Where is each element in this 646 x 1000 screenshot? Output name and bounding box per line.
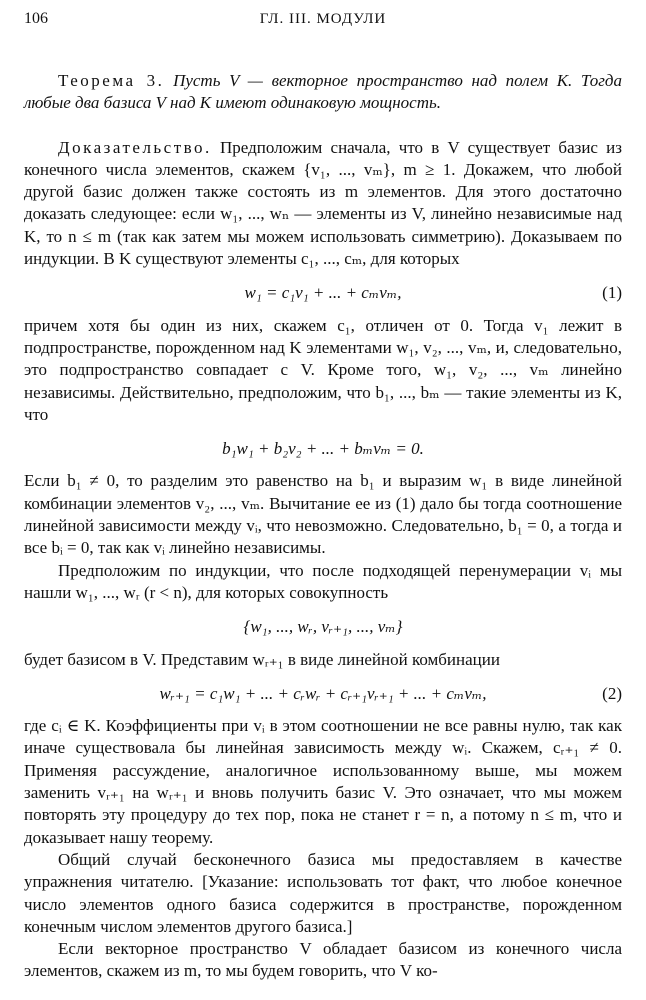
proof-paragraph-8: Если векторное пространство V обладает базисом из конечного числа элементов, скажем из m, то мы будем говорить, что V ко-	[24, 939, 622, 981]
proof-paragraph-2: причем хотя бы один из них, скажем c₁, отличен от 0. Тогда v₁ лежит в подпространстве, порожденном над K элементами w₁, v₂, ..., vₘ, и, следовательно, это подпространство совпадает с V. Кроме того, w₁, v₂, ..., vₘ линейно независимы. Действительно, предположим, что b₁, ..., bₘ — такие элементы из K, что	[24, 315, 622, 424]
equation-3-body: {w₁, ..., wᵣ, vᵣ₊₁, ..., vₘ}	[243, 617, 403, 637]
theorem-paragraph	[24, 70, 622, 115]
equation-4-body: wᵣ₊₁ = c₁w₁ + ... + cᵣwᵣ + cᵣ₊₁vᵣ₊₁ + ... + cₘvₘ,	[159, 683, 487, 703]
equation-4-number: (2)	[602, 683, 622, 703]
theorem-statement: Пусть V — векторное пространство над полем K. Тогда любые два базиса V над K имеют одинаковую мощность.	[24, 71, 623, 113]
proof-paragraph-3: Если b₁ ≠ 0, то разделим это равенство на b₁ и выразим w₁ в виде линейной комбинации элементов v₂, ..., vₘ. Вычитание ее из (1) дало бы тогда соотношение линейной зависимости между vᵢ, что невозможно. Следовательно, b₁ = 0, а тогда и все bᵢ = 0, так как vᵢ линейно независимы.	[24, 471, 622, 558]
equation-1-number: (1)	[602, 283, 622, 303]
equation-2	[24, 438, 622, 460]
proof-label: Доказательство.	[58, 137, 212, 157]
theorem-label: Теорема 3.	[58, 71, 165, 90]
proof-paragraph-7: Общий случай бесконечного базиса мы предоставляем в качестве упражнения читателю. [Указание: использовать тот факт, что любое конечное число элементов одного базиса содержится в пространстве, порожденном конечным числом элементов другого базиса.]	[24, 849, 622, 936]
page-body	[24, 70, 622, 983]
page-header	[0, 10, 646, 34]
equation-4	[24, 683, 622, 705]
equation-2-body: b₁w₁ + b₂v₂ + ... + bₘvₘ = 0.	[222, 439, 424, 459]
proof-paragraph-6: где cᵢ ∈ K. Коэффициенты при vᵢ в этом соотношении не все равны нулю, так как иначе существовала бы линейная зависимость между wᵢ. Скажем, cᵣ₊₁ ≠ 0. Применяя рассуждение, аналогичное использованному выше, мы можем заменить vᵣ₊₁ на wᵣ₊₁ и вновь получить базис V. Это означает, что мы можем повторять эту процедуру до тех пор, пока не станет r = n, а потому n ≤ m, что и доказывает нашу теорему.	[24, 716, 622, 847]
page-number: 106	[24, 10, 48, 27]
running-head: ГЛ. III. МОДУЛИ	[259, 11, 387, 27]
proof-paragraph-1	[24, 137, 622, 271]
equation-1	[24, 282, 622, 304]
proof-text-1: Предположим сначала, что в V существует базис из конечного числа элементов, скажем {v₁, ..., vₘ}, m ≥ 1. Докажем, что любой другой базис должен также состоять из m элементов. Для этого достаточно доказать следующее: если w₁, ..., wₙ — элементы из V, линейно независимые над K, то n ≤ m (так как затем мы можем использовать симметрию). Доказываем по индукции. В K существуют элементы c₁, ..., cₘ, для которых	[24, 137, 622, 269]
equation-3	[24, 616, 622, 638]
proof-paragraph-4: Предположим по индукции, что после подходящей перенумерации vᵢ мы нашли w₁, ..., wᵣ (r < n), для которых совокупность	[24, 560, 622, 602]
proof-paragraph-5: будет базисом в V. Представим wᵣ₊₁ в виде линейной комбинации	[24, 649, 500, 669]
equation-1-body: w₁ = c₁v₁ + ... + cₘvₘ,	[244, 283, 402, 303]
